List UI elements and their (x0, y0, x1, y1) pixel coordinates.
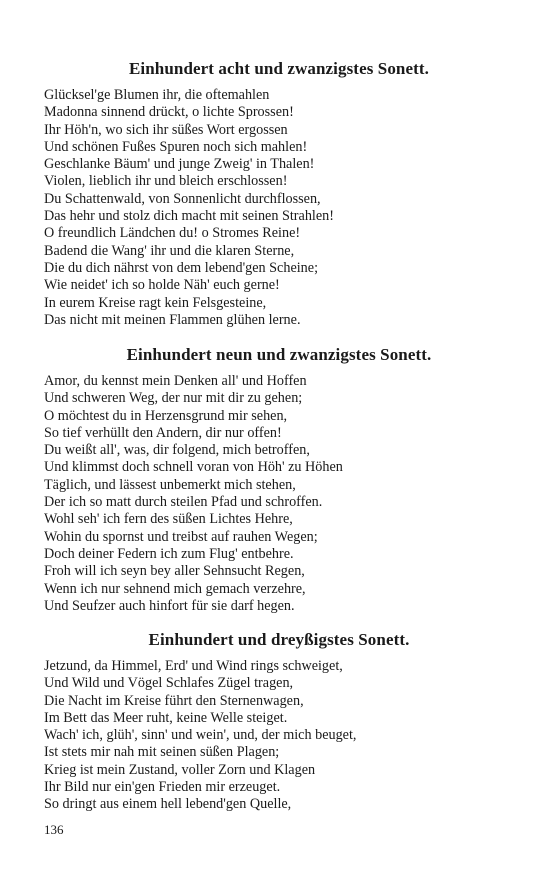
verse-line: O freundlich Ländchen du! o Stromes Reine! (44, 225, 301, 242)
verse-line: Wohl seh' ich fern des süßen Lichtes Hehre, (44, 511, 293, 528)
verse-line: O möchtest du in Herzensgrund mir sehen, (44, 407, 288, 424)
verse-line: Die Nacht im Kreise führt den Sternenwagen, (44, 692, 304, 709)
verse-line: Geschlanke Bäum' und junge Zweig' in Thalen! (44, 156, 315, 173)
verse-line: Ihr Höh'n, wo sich ihr süßes Wort ergossen (44, 121, 288, 138)
verse-line: Und schweren Weg, der nur mit dir zu gehen; (44, 390, 303, 407)
sonnet-text (44, 373, 514, 615)
verse-line: Jetzund, da Himmel, Erd' und Wind rings schweiget, (44, 658, 343, 674)
verse-line: Badend die Wang' ihr und die klaren Sterne, (44, 242, 295, 259)
verse-line: Wenn ich nur sehnend mich gemach verzehre, (44, 580, 306, 597)
sonnet-129 (44, 345, 514, 615)
verse-line: Wach' ich, glüh', sinn' und wein', und, der mich beuget, (44, 727, 357, 744)
verse-line: Madonna sinnend drückt, o lichte Sprossen! (44, 104, 294, 121)
sonnet-title: Einhundert und dreyßigstes Sonett. (148, 630, 410, 649)
verse-line: Das hehr und stolz dich macht mit seinen Strahlen! (44, 208, 334, 225)
verse-line: Ist stets mir nah mit seinen süßen Plagen; (44, 744, 280, 761)
verse-line: Und Wild und Vögel Schlafes Zügel tragen, (44, 675, 294, 692)
verse-line: Doch deiner Federn ich zum Flug' entbehre. (44, 545, 294, 562)
verse-line: Das nicht mit meinen Flammen glühen lerne. (44, 311, 301, 328)
verse-line: Der ich so matt durch steilen Pfad und schroffen. (44, 494, 323, 511)
sonnet-title: Einhundert neun und zwanzigstes Sonett. (126, 345, 432, 364)
verse-line: Wohin du spornst und treibst auf rauhen Wegen; (44, 528, 318, 545)
verse-line: So dringt aus einem hell lebend'gen Quelle, (44, 796, 292, 813)
sonnet-title: Einhundert acht und zwanzigstes Sonett. (128, 59, 430, 78)
verse-line: Du weißt all', was, dir folgend, mich betroffen, (44, 442, 310, 459)
verse-line: Und Seufzer auch hinfort für sie darf hegen. (44, 597, 295, 614)
verse-line: Ihr Bild nur ein'gen Frieden mir erzeuget. (44, 779, 281, 796)
verse-line: So tief verhüllt den Andern, dir nur offen! (44, 424, 282, 441)
verse-line: Glücksel'ge Blumen ihr, die oftemahlen (44, 87, 270, 103)
verse-line: In eurem Kreise ragt kein Felsgesteine, (44, 294, 267, 311)
verse-line: Froh will ich seyn bey aller Sehnsucht Regen, (44, 563, 305, 580)
sonnet-text (44, 658, 514, 814)
verse-line: Amor, du kennst mein Denken all' und Hoffen (44, 373, 307, 389)
verse-line: Täglich, und lässest unbemerkt mich stehen, (44, 476, 296, 493)
verse-line: Und klimmst doch schnell voran von Höh' zu Höhen (44, 459, 343, 476)
sonnet-text (44, 87, 514, 329)
verse-line: Und schönen Fußes Spuren noch sich mahlen! (44, 138, 308, 155)
page-number: 136 (44, 822, 64, 837)
sonnet-130 (44, 630, 514, 814)
verse-line: Du Schattenwald, von Sonnenlicht durchflossen, (44, 190, 321, 207)
verse-line: Violen, lieblich ihr und bleich erschlossen! (44, 173, 288, 190)
verse-line: Die du dich nährst von dem lebend'gen Scheine; (44, 259, 319, 276)
verse-line: Wie neidet' ich so holde Näh' euch gerne! (44, 277, 280, 294)
sonnet-128 (44, 59, 514, 329)
verse-line: Im Bett das Meer ruht, keine Welle steiget. (44, 709, 288, 726)
verse-line: Krieg ist mein Zustand, voller Zorn und Klagen (44, 761, 316, 778)
